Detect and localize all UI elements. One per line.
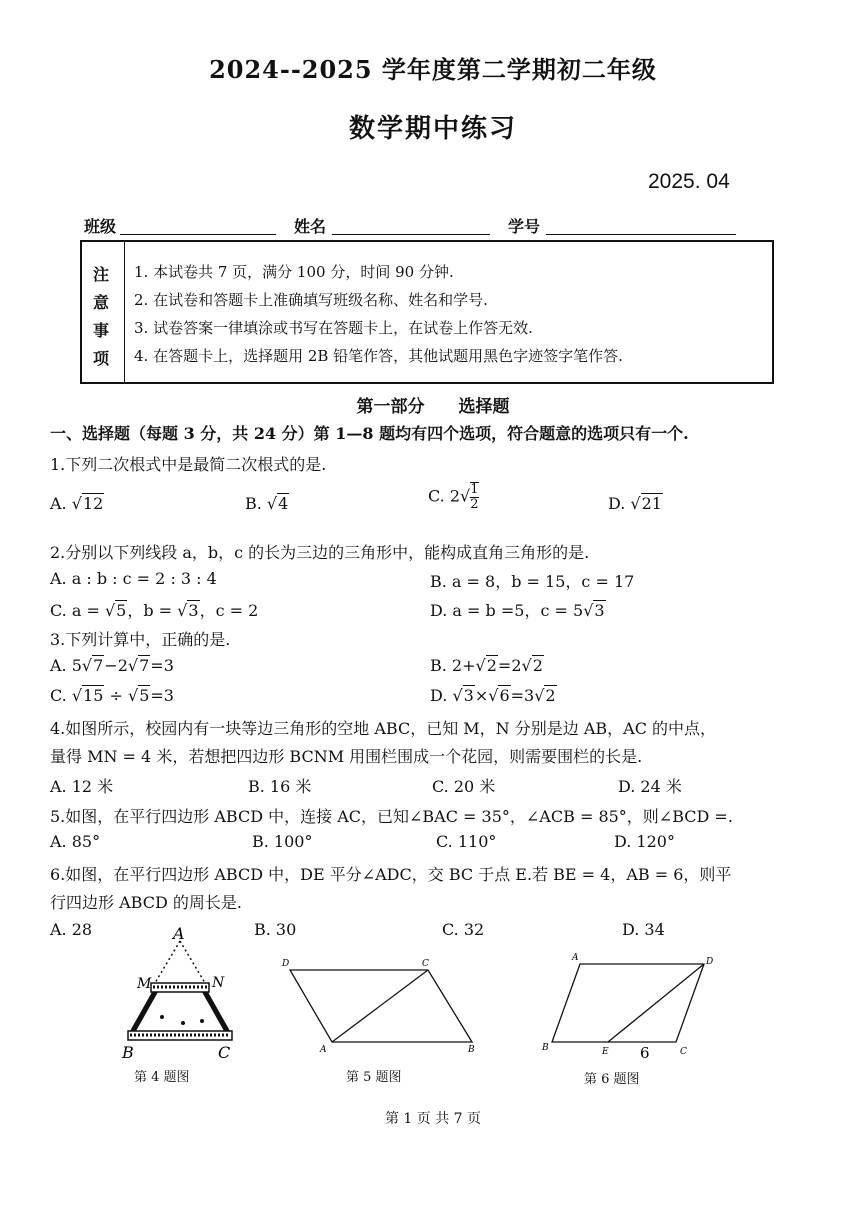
q4-stem-line1: 4.如图所示，校园内有一块等边三角形的空地 ABC，已知 M，N 分别是边 AB，AC 的中点， (50, 719, 717, 738)
fig6-label-a: A (572, 953, 579, 963)
q4-option-a: A. 12 米 (50, 777, 114, 796)
q5-option-d: D. 120° (614, 832, 675, 851)
q6-stem-line2: 行四边形 ABCD 的周长是. (50, 893, 242, 912)
fig5-label-a: A (320, 1045, 327, 1055)
fig5-label-b: B (468, 1045, 475, 1055)
fig4-shrub (200, 1019, 204, 1023)
q5-option-c: C. 110° (436, 832, 497, 851)
fig5-caption: 第 5 题图 (346, 1070, 402, 1085)
q6-option-b: B. 30 (254, 920, 297, 939)
fig4-label-a: A (173, 924, 185, 943)
q2-option-a: A. a : b : c = 2 : 3 : 4 (50, 569, 217, 588)
id-blank (546, 234, 736, 235)
q2-option-c: C. a = √5，b = √3，c = 2 (50, 601, 259, 620)
fig4-shrub (181, 1021, 185, 1025)
q6-stem-line1: 6.如图，在平行四边形 ABCD 中，DE 平分∠ADC，交 BC 于点 E.若 BE = 4，AB = 6，则平 (50, 865, 732, 884)
notice-line: 1. 本试卷共 7 页，满分 100 分，时间 90 分钟. (134, 263, 454, 281)
notice-side-char: 项 (93, 349, 110, 368)
notice-side-char: 意 (93, 293, 110, 312)
fig6-parallelogram (552, 964, 704, 1042)
exam-title: 2024--2025 学年度第二学期初二年级 (209, 55, 657, 84)
fig6-label-e: E (602, 1047, 609, 1057)
exam-date: 2025. 04 (648, 170, 730, 193)
figure-4 (110, 925, 250, 1065)
q3-option-a: A. 5√7−2√7=3 (50, 656, 174, 675)
class-label: 班级 (84, 217, 117, 236)
fig4-label-c: C (218, 1043, 231, 1062)
name-label: 姓名 (294, 217, 327, 236)
fig4-dashed-an (180, 941, 205, 983)
q2-option-d: D. a = b =5，c = 5√3 (430, 601, 605, 620)
q1-option-c: C. 2√ $\frac{1}{2}$ (428, 482, 479, 512)
section-title: 第一部分 选择题 (356, 397, 510, 417)
q4-option-b: B. 16 米 (248, 777, 312, 796)
q5-option-a: A. 85° (50, 832, 101, 851)
fig4-shrub (160, 1015, 164, 1019)
part-instruction: 一、选择题（每题 3 分，共 24 分）第 1—8 题均有四个选项，符合题意的选项只有一个. (50, 424, 689, 443)
q4-option-d: D. 24 米 (618, 777, 682, 796)
fig6-caption: 第 6 题图 (584, 1072, 640, 1087)
q1-option-d: D. √21 (608, 494, 662, 513)
fig4-dashed-am (155, 941, 180, 983)
notice-line: 4. 在答题卡上，选择题用 2B 铅笔作答，其他试题用黑色字迹签字笔作答. (134, 347, 623, 365)
fig4-label-m: M (137, 976, 152, 992)
q1-option-a: A. √12 (50, 494, 104, 513)
q6-option-a: A. 28 (50, 920, 93, 939)
fig4-fence-mn (151, 983, 209, 992)
q3-stem: 3.下列计算中，正确的是. (50, 630, 231, 649)
q2-option-b: B. a = 8，b = 15，c = 17 (430, 572, 635, 591)
fig6-label-c: C (680, 1047, 687, 1057)
fig4-caption: 第 4 题图 (134, 1070, 190, 1085)
figure-5 (280, 950, 490, 1060)
q3-option-c: C. √15 ÷ √5=3 (50, 686, 174, 705)
fig6-handwritten-6: 6 (640, 1044, 650, 1062)
q6-option-d: D. 34 (622, 920, 665, 939)
q5-stem: 5.如图，在平行四边形 ABCD 中，连接 AC，已知∠BAC = 35°，∠ACB = 85°，则∠BCD =. (50, 807, 733, 826)
fig4-label-b: B (122, 1043, 134, 1062)
fig4-fence-mb (130, 992, 158, 1031)
figure-6 (538, 950, 714, 1062)
fig6-label-d: D (706, 957, 714, 967)
notice-line: 2. 在试卷和答题卡上准确填写班级名称、姓名和学号. (134, 291, 488, 309)
q1-stem: 1.下列二次根式中是最简二次根式的是. (50, 455, 327, 474)
fig4-fence-nc (202, 992, 230, 1031)
notice-side-char: 注 (93, 265, 110, 284)
q4-option-c: C. 20 米 (432, 777, 496, 796)
notice-side (82, 242, 125, 382)
q6-option-c: C. 32 (442, 920, 485, 939)
fig5-label-c: C (422, 959, 429, 969)
notice-line: 3. 试卷答案一律填涂或书写在答题卡上，在试卷上作答无效. (134, 319, 533, 337)
notice-box (80, 240, 774, 384)
q4-stem-line2: 量得 MN = 4 米，若想把四边形 BCNM 用围栏围成一个花园，则需要围栏的长是. (50, 747, 643, 766)
exam-subtitle: 数学期中练习 (348, 114, 517, 144)
page-footer: 第 1 页 共 7 页 (384, 1111, 482, 1127)
fig4-label-n: N (212, 975, 225, 991)
fig5-label-d: D (282, 959, 290, 969)
id-label: 学号 (508, 217, 541, 236)
class-blank (120, 234, 276, 235)
q3-option-b: B. 2+√2=2√2 (430, 656, 543, 675)
q5-option-b: B. 100° (252, 832, 313, 851)
fig6-label-b: B (542, 1043, 549, 1053)
q2-stem: 2.分别以下列线段 a，b，c 的长为三边的三角形中，能构成直角三角形的是. (50, 543, 590, 562)
notice-side-char: 事 (93, 321, 110, 340)
q3-option-d: D. √3×√6=3√2 (430, 686, 556, 705)
fig5-diagonal-ac (332, 970, 428, 1042)
q1-option-b: B. √4 (245, 494, 289, 513)
name-blank (332, 234, 490, 235)
